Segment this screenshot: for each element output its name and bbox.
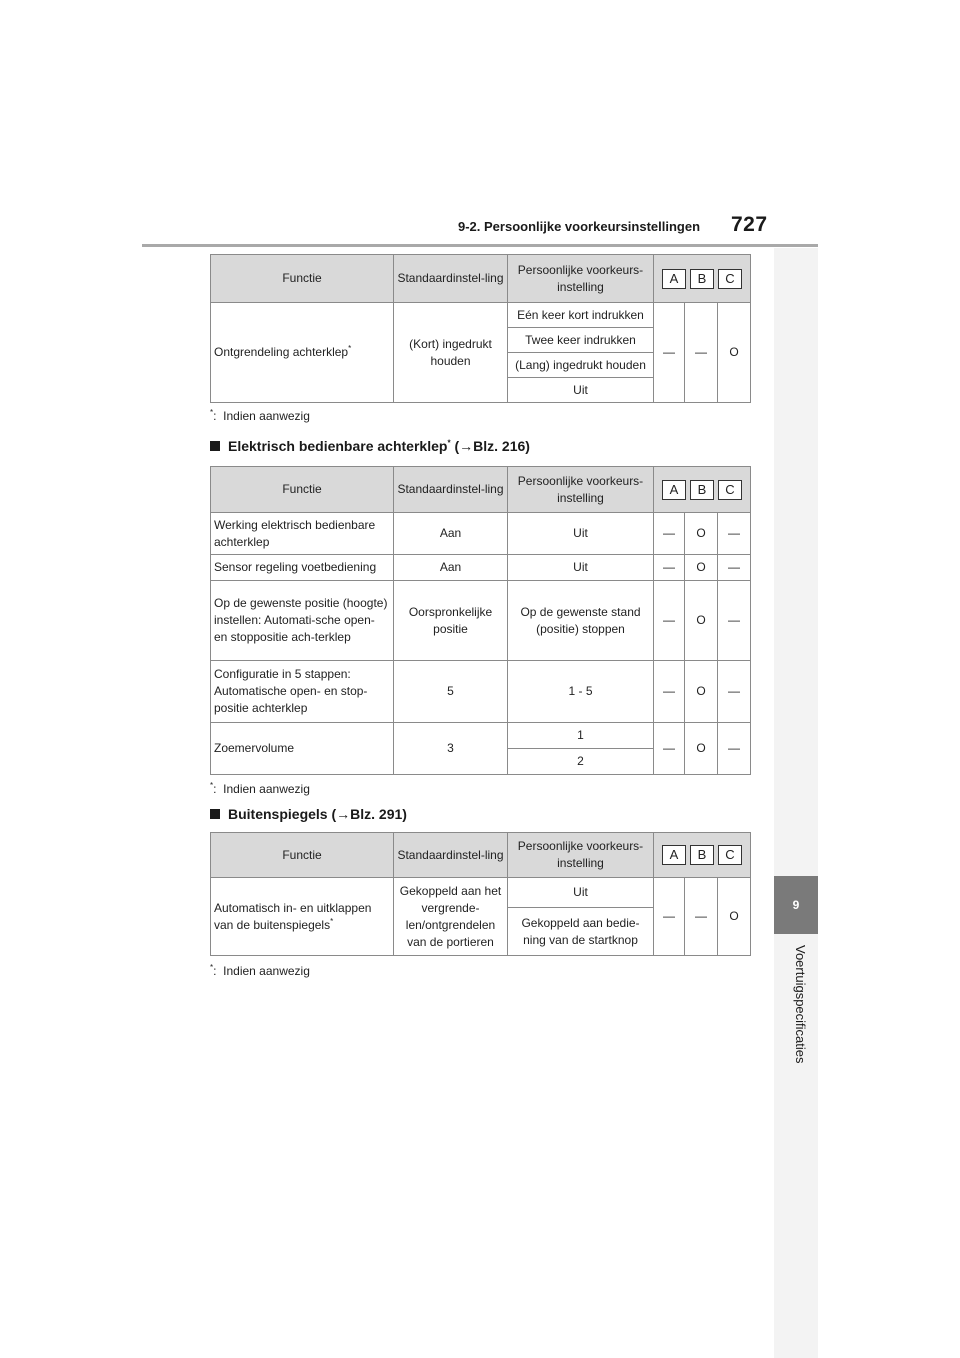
cell-c: —	[718, 723, 751, 775]
option-cell: Uit	[508, 878, 654, 908]
chapter-side-strip	[774, 248, 818, 1358]
footnote: *: Indien aanwezig	[210, 963, 310, 978]
option-cell: Eén keer kort indrukken	[508, 303, 654, 328]
cell-function: Op de gewenste positie (hoogte) instellen: Automati-sche open- en stoppositie ach-terklep	[211, 581, 394, 661]
col-a-label: A	[662, 480, 686, 500]
col-header-default: Standaardinstel-ling	[394, 467, 508, 513]
table-row-default: Gekoppeld aan het vergrende-len/ontgrendelen van de portieren	[394, 878, 508, 956]
col-header-abc	[654, 833, 751, 878]
col-header-abc	[654, 467, 751, 513]
table-tailgate-unlock	[210, 254, 751, 403]
col-b-label: B	[690, 480, 714, 500]
cell-a: —	[654, 513, 685, 555]
col-header-default: Standaardinstel-ling	[394, 833, 508, 878]
cell-a: —	[654, 303, 685, 403]
cell-default: Aan	[394, 555, 508, 581]
cell-function: Werking elektrisch bedienbare achterklep	[211, 513, 394, 555]
cell-a: —	[654, 878, 685, 956]
col-c-label: C	[718, 845, 742, 865]
footnote-marker: *	[330, 916, 334, 926]
cell-c: —	[718, 661, 751, 723]
cell-a: —	[654, 723, 685, 775]
cell-b: O	[685, 513, 718, 555]
cell-default: Aan	[394, 513, 508, 555]
chapter-title: Voertuigspecificaties	[793, 945, 808, 1064]
col-b-label: B	[690, 845, 714, 865]
chapter-number-tab: 9	[774, 876, 818, 934]
cell-personal: Uit	[508, 513, 654, 555]
table-power-tailgate	[210, 466, 751, 775]
col-b-label: B	[690, 269, 714, 289]
cell-b: —	[685, 303, 718, 403]
section-heading-power-tailgate: Elektrisch bedienbare achterklep* (→Blz. 216)	[210, 438, 530, 454]
col-header-function: Functie	[211, 833, 394, 878]
option-cell: (Lang) ingedrukt houden	[508, 353, 654, 378]
cell-a: —	[654, 581, 685, 661]
cell-personal: Uit	[508, 555, 654, 581]
col-a-label: A	[662, 845, 686, 865]
cell-b: O	[685, 555, 718, 581]
option-cell: Gekoppeld aan bedie-ning van de startknop	[508, 908, 654, 956]
section-title: 9-2. Persoonlijke voorkeursinstellingen	[458, 219, 701, 234]
page-number: 727	[731, 213, 768, 236]
cell-b: —	[685, 878, 718, 956]
cell-personal: Op de gewenste stand (positie) stoppen	[508, 581, 654, 661]
section-heading-mirrors: Buitenspiegels (→Blz. 291)	[210, 806, 407, 822]
cell-a: —	[654, 661, 685, 723]
cell-function: Zoemervolume	[211, 723, 394, 775]
col-header-personal: Persoonlijke voorkeurs-instelling	[508, 467, 654, 513]
cell-b: O	[685, 581, 718, 661]
col-header-personal: Persoonlijke voorkeurs-instelling	[508, 833, 654, 878]
table-row-function: Ontgrendeling achterklep*	[211, 303, 394, 403]
cell-b: O	[685, 661, 718, 723]
option-cell: 1	[508, 723, 654, 749]
cell-c: —	[718, 555, 751, 581]
cell-default: 3	[394, 723, 508, 775]
col-header-abc	[654, 255, 751, 303]
cell-default: 5	[394, 661, 508, 723]
cell-personal: 1 - 5	[508, 661, 654, 723]
option-cell: Twee keer indrukken	[508, 328, 654, 353]
col-a-label: A	[662, 269, 686, 289]
cell-c: —	[718, 513, 751, 555]
col-c-label: C	[718, 269, 742, 289]
header-rule	[142, 244, 818, 247]
option-cell: 2	[508, 749, 654, 775]
cell-c: —	[718, 581, 751, 661]
cell-a: —	[654, 555, 685, 581]
cell-function: Sensor regeling voetbediening	[211, 555, 394, 581]
footnote: *: Indien aanwezig	[210, 781, 310, 796]
table-row	[211, 581, 751, 661]
cell-b: O	[685, 723, 718, 775]
col-c-label: C	[718, 480, 742, 500]
table-row	[211, 661, 751, 723]
footnote-marker: *	[348, 344, 352, 353]
cell-default: Oorspronkelijke positie	[394, 581, 508, 661]
cell-c: O	[718, 303, 751, 403]
table-row	[211, 723, 751, 749]
table-row	[211, 513, 751, 555]
cell-function: Configuratie in 5 stappen: Automatische open- en stop-positie achterklep	[211, 661, 394, 723]
col-header-personal: Persoonlijke voorkeurs-instelling	[508, 255, 654, 303]
table-row-default: (Kort) ingedrukt houden	[394, 303, 508, 403]
col-header-function: Functie	[211, 255, 394, 303]
table-row	[211, 555, 751, 581]
footnote: *: Indien aanwezig	[210, 408, 310, 423]
option-cell: Uit	[508, 378, 654, 403]
col-header-default: Standaardinstel-ling	[394, 255, 508, 303]
table-row-function: Automatisch in- en uitklappen van de buitenspiegels*	[211, 878, 394, 956]
cell-c: O	[718, 878, 751, 956]
col-header-function: Functie	[211, 467, 394, 513]
table-mirrors	[210, 832, 751, 956]
